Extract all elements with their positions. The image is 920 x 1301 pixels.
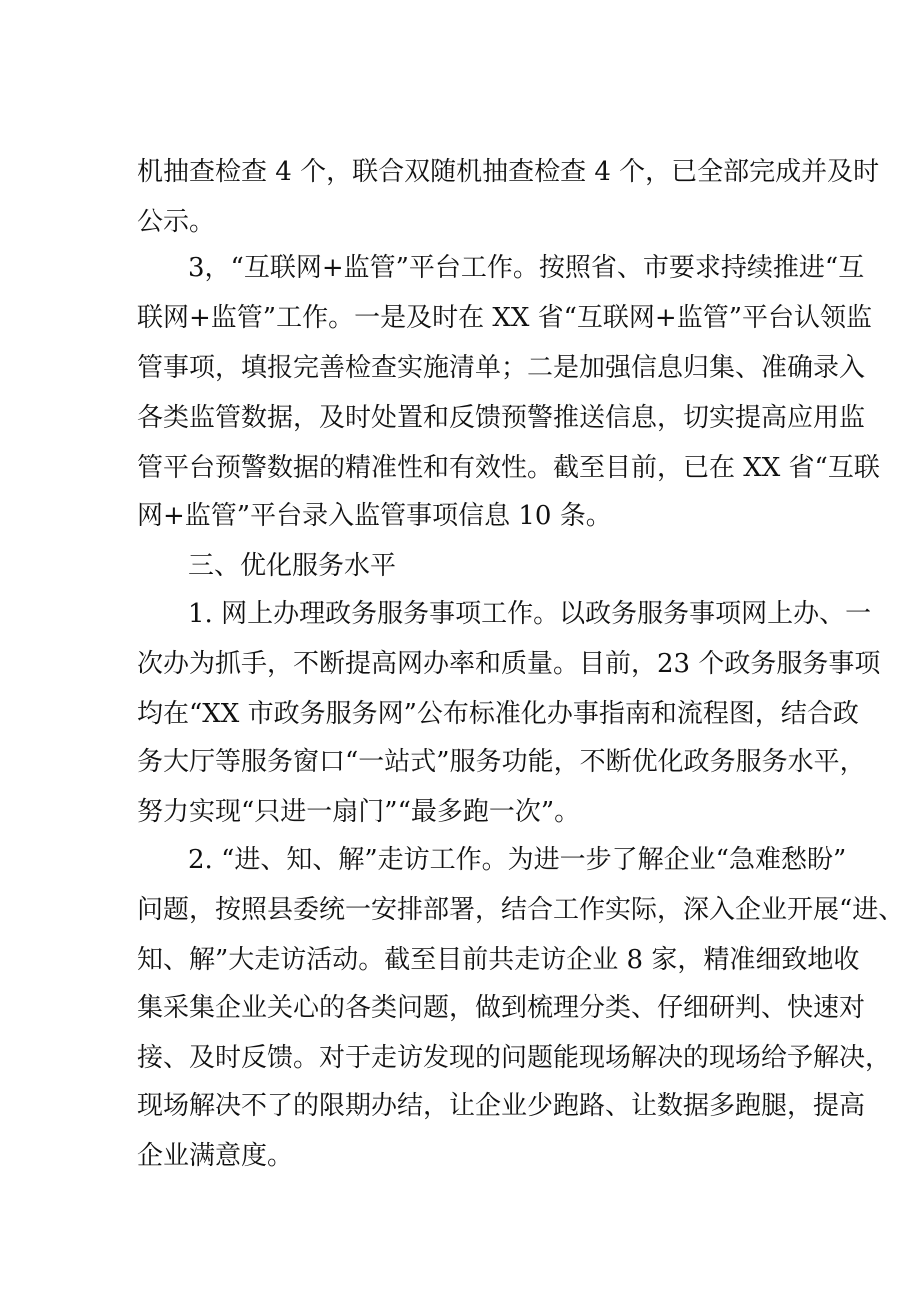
section-heading: 三、优化服务水平 — [188, 551, 397, 581]
paragraph-line: 均在“XX 市政务服务网”公布标准化办事指南和流程图，结合政 — [137, 699, 859, 729]
paragraph-line: 务大厅等服务窗口“一站式”服务功能，不断优化政务服务水平， — [137, 747, 866, 777]
paragraph-line: 3，“互联网+监管”平台工作。按照省、市要求持续推进“互 — [188, 253, 865, 283]
paragraph-line: 接、及时反馈。对于走访发现的问题能现场解决的现场给予解决， — [137, 1043, 892, 1073]
paragraph-line: 问题，按照县委统一安排部署，结合工作实际，深入企业开展“进、 — [137, 895, 905, 925]
paragraph-line: 网+监管”平台录入监管事项信息 10 条。 — [137, 501, 612, 531]
paragraph-line: 机抽查检查 4 个，联合双随机抽查检查 4 个，已全部完成并及时 — [137, 157, 880, 187]
paragraph-line: 1. 网上办理政务服务事项工作。以政务服务事项网上办、一 — [188, 599, 872, 629]
paragraph-line: 现场解决不了的限期办结，让企业少跑路、让数据多跑腿，提高 — [137, 1091, 866, 1121]
paragraph-line: 集采集企业关心的各类问题，做到梳理分类、仔细研判、快速对 — [137, 993, 866, 1023]
paragraph-line: 管平台预警数据的精准性和有效性。截至目前，已在 XX 省“互联 — [137, 453, 880, 483]
paragraph-line: 2. “进、知、解”走访工作。为进一步了解企业“急难愁盼” — [188, 845, 847, 875]
paragraph-line: 联网+监管”工作。一是及时在 XX 省“互联网+监管”平台认领监 — [137, 303, 872, 333]
paragraph-line: 管事项，填报完善检查实施清单；二是加强信息归集、准确录入 — [137, 353, 866, 383]
paragraph-line: 企业满意度。 — [137, 1141, 294, 1171]
paragraph-line: 次办为抓手，不断提高网办率和质量。目前，23 个政务服务事项 — [137, 649, 881, 679]
paragraph-line: 公示。 — [137, 207, 216, 237]
paragraph-line: 知、解”大走访活动。截至目前共走访企业 8 家，精准细致地收 — [137, 945, 860, 975]
paragraph-line: 努力实现“只进一扇门”“最多跑一次”。 — [137, 797, 581, 827]
paragraph-line: 各类监管数据，及时处置和反馈预警推送信息，切实提高应用监 — [137, 403, 866, 433]
